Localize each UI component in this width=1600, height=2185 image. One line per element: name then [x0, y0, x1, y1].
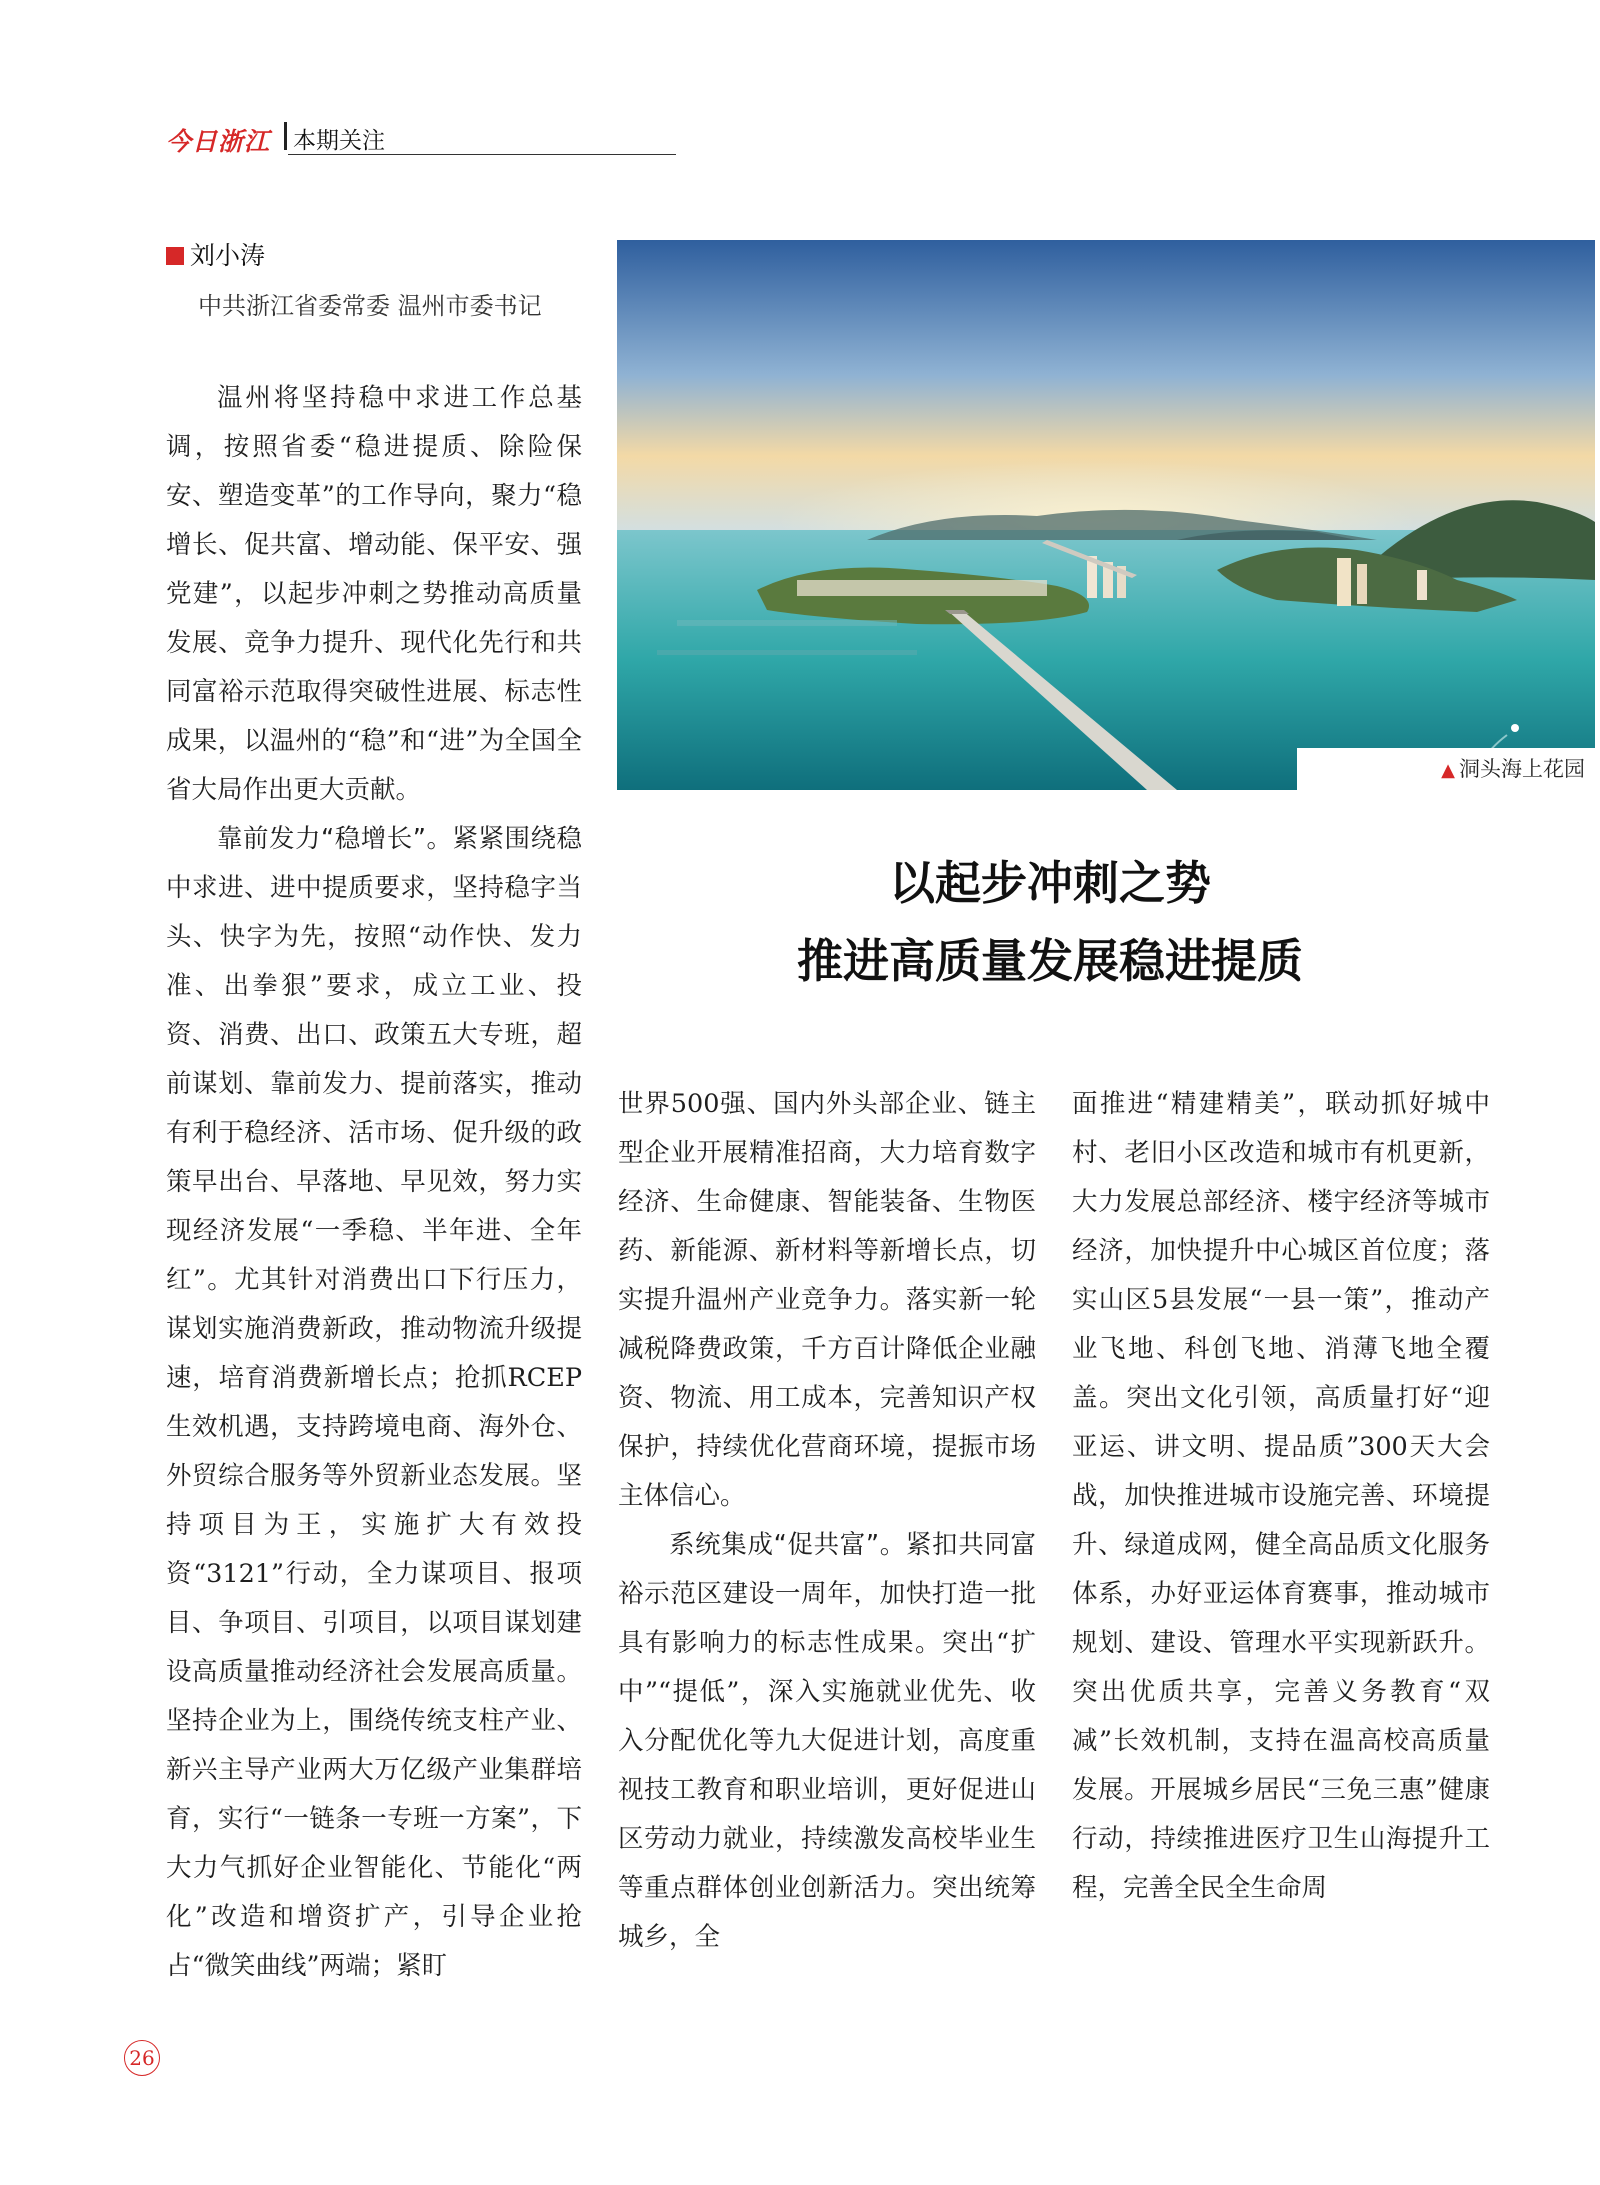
paragraph-lead: 靠前发力“稳增长”。 — [217, 824, 453, 854]
paragraph — [618, 1521, 1036, 1962]
magazine-logo: 今日浙江 — [166, 127, 271, 156]
body-column-1 — [166, 374, 582, 1991]
island-bridge-photo — [617, 240, 1595, 790]
author-name-text: 刘小涛 — [190, 241, 266, 270]
paragraph: 世界500强、国内外头部企业、链主型企业开展精准招商，大力培育数字经济、生命健康、智能装备、生物医药、新能源、新材料等新增长点，切实提升温州产业竞争力。落实新一轮减税降费政策，千方百计降低企业融资、物流、用工成本，完善知识产权保护，持续优化营商环境，提振市场主体信心。 — [618, 1089, 1036, 1511]
photo-caption-text: 洞头海上花园 — [1459, 757, 1585, 781]
article-headline — [700, 850, 1400, 994]
red-square-icon — [166, 247, 184, 265]
paragraph: 温州将坚持稳中求进工作总基调，按照省委“稳进提质、除险保安、塑造变革”的工作导向，聚力“稳增长、促共富、增动能、保平安、强党建”，以起步冲刺之势推动高质量发展、竞争力提升、现代化先行和共同富裕示范取得突破性进展、标志性成果，以温州的“稳”和“进”为全国全省大局作出更大贡献。 — [166, 383, 582, 805]
paragraph-text: 紧扣共同富裕示范区建设一周年，加快打造一批具有影响力的标志性成果。突出“扩中”“提低”，深入实施就业优先、收入分配优化等九大促进计划，高度重视技工教育和职业培训，更好促进山区劳动力就业，持续激发高校毕业生等重点群体创业创新活力。突出统筹城乡，全 — [618, 1530, 1036, 1952]
paragraph-lead: 系统集成“促共富”。 — [669, 1530, 906, 1560]
photo-caption-box — [1297, 748, 1595, 790]
page-number: 26 — [124, 2040, 160, 2076]
paragraph-text: 紧紧围绕稳中求进、进中提质要求，坚持稳字当头、快字为先，按照“动作快、发力准、出拳狠”要求，成立工业、投资、消费、出口、政策五大专班，超前谋划、靠前发力、提前落实，推动有利于稳经济、活市场、促升级的政策早出台、早落地、早见效，努力实现经济发展“一季稳、半年进、全年红”。尤其针对消费出口下行压力，谋划实施消费新政，推动物流升级提速，培育消费新增长点；抢抓RCEP生效机遇，支持跨境电商、海外仓、外贸综合服务等外贸新业态发展。坚持项目为王，实施扩大有效投资“3121”行动，全力谋项目、报项目、争项目、引项目，以项目谋划建设高质量推动经济社会发展高质量。坚持企业为上，围绕传统支柱产业、新兴主导产业两大万亿级产业集群培育，实行“一链条一专班一方案”，下大力气抓好企业智能化、节能化“两化”改造和增资扩产，引导企业抢占“微笑曲线”两端；紧盯 — [166, 824, 582, 1981]
paragraph: 面推进“精建精美”，联动抓好城中村、老旧小区改造和城市有机更新，大力发展总部经济、楼宇经济等城市经济，加快提升中心城区首位度；落实山区5县发展“一县一策”，推动产业飞地、科创飞地、消薄飞地全覆盖。突出文化引领，高质量打好“迎亚运、讲文明、提品质”300天大会战，加快推进城市设施完善、环境提升、绿道成网，健全高品质文化服务体系，办好亚运体育赛事，推动城市规划、建设、管理水平实现新跃升。突出优质共享，完善义务教育“双减”长效机制，支持在温高校高质量发展。开展城乡居民“三免三惠”健康行动，持续推进医疗卫生山海提升工程，完善全民全生命周 — [1072, 1089, 1490, 1903]
headline-line-1: 以起步冲刺之势 — [889, 856, 1211, 910]
triangle-icon: ▲ — [1441, 760, 1455, 781]
body-column-3 — [1072, 1080, 1490, 1913]
headline-line-2: 推进高质量发展稳进提质 — [797, 934, 1303, 988]
body-column-2 — [618, 1080, 1036, 1962]
photo-caption — [1441, 753, 1585, 783]
feature-photo — [617, 240, 1595, 790]
section-name: 本期关注 — [293, 128, 385, 154]
header-rule — [288, 154, 676, 155]
author-title: 中共浙江省委常委 温州市委书记 — [198, 292, 542, 320]
author-name — [166, 236, 265, 272]
page-header — [166, 118, 512, 158]
header-divider — [284, 122, 287, 150]
paragraph — [166, 815, 582, 1991]
